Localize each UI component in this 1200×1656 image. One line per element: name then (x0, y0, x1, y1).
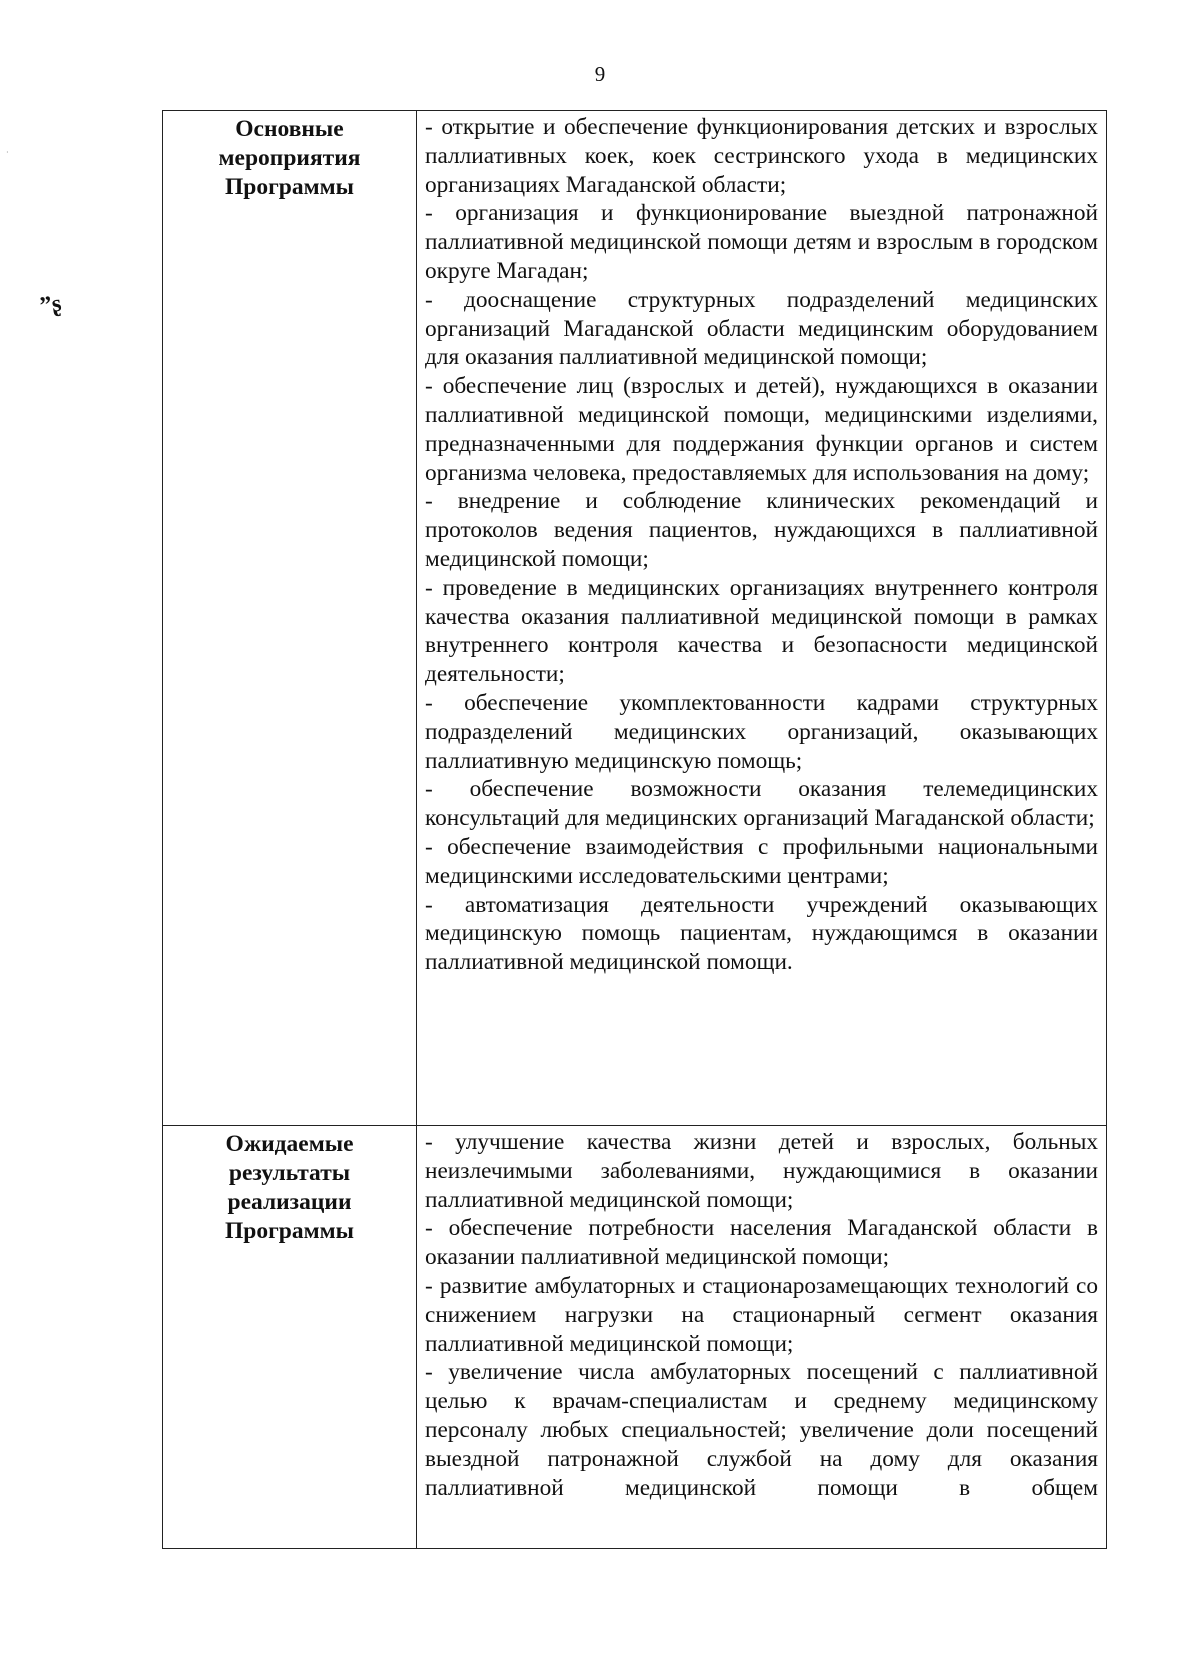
program-table (162, 110, 1107, 1549)
page-number: 9 (594, 62, 606, 86)
row-label-line: реализации (227, 1189, 352, 1215)
row-label-line: результаты (228, 1160, 351, 1186)
list-item: - обеспечение лиц (взрослых и детей), нуждающихся в оказании паллиативной медицинской помощи, медицинскими изделиями, предназначенными для поддержания функции органов и систем организма человека, предоставляемых для использования на дому; (425, 373, 1098, 486)
row-label (163, 1130, 416, 1246)
list-item: - обеспечение потребности населения Магаданской области в оказании паллиативной медицинской помощи; (425, 1215, 1098, 1271)
row-label-line: Программы (225, 174, 354, 200)
list-item: - организация и функционирование выездной патронажной паллиативной медицинской помощи детям и взрослым в городском округе Магадан; (425, 200, 1098, 284)
table-row-expected-results (163, 1126, 1107, 1549)
row-content-cell (417, 111, 1107, 1126)
list-item: - обеспечение укомплектованности кадрами структурных подразделений медицинских организаций, оказывающих паллиативную медицинскую помощь; (425, 689, 1098, 774)
list-item: - увеличение числа амбулаторных посещений с паллиативной целью к врачам-специалистам и среднему медицинскому персоналу любых специальностей; увеличение доли посещений выездной патронажной службой на дому для оказания паллиативной медицинской помощи в общем (425, 1359, 1098, 1501)
list-item: - дооснащение структурных подразделений медицинских организаций Магаданской области медицинским оборудованием для оказания паллиативной медицинской помощи; (425, 286, 1098, 371)
row-label-cell (163, 111, 417, 1126)
scan-speck: · (6, 148, 9, 157)
list-item: - открытие и обеспечение функционирования детских и взрослых паллиативных коек, коек сестринского ухода в медицинских организациях Магаданской области; (425, 114, 1098, 198)
row-label-cell (163, 1126, 417, 1549)
list-item: - внедрение и соблюдение клинических рекомендаций и протоколов ведения пациентов, нуждающихся в паллиативной медицинской помощи; (425, 488, 1098, 572)
list-item: - проведение в медицинских организациях внутреннего контроля качества оказания паллиативной медицинской помощи в рамках внутреннего контроля качества и безопасности медицинской деятельности; (425, 574, 1098, 688)
list-item: - обеспечение возможности оказания телемедицинских консультаций для медицинских организаций Магаданской области; (425, 776, 1098, 832)
row-label (163, 115, 416, 202)
list-item: - автоматизация деятельности учреждений оказывающих медицинскую помощь пациентам, нуждающимся в оказании паллиативной медицинской помощи. (425, 891, 1098, 976)
row-label-line: Ожидаемые (225, 1131, 354, 1157)
list-item: - развитие амбулаторных и стационарозамещающих технологий со снижением нагрузки на стационарный сегмент оказания паллиативной медицинской помощи; (425, 1272, 1098, 1357)
margin-handwritten-mark: ”ʂ (38, 290, 63, 320)
table-row-main-activities (163, 111, 1107, 1126)
list-item: - улучшение качества жизни детей и взрослых, больных неизлечимыми заболеваниями, нуждающимися в оказании паллиативной медицинской помощи; (425, 1129, 1098, 1213)
row-content-cell (417, 1126, 1107, 1549)
row-label-line: Основные (235, 116, 344, 142)
row-label-line: мероприятия (218, 145, 361, 171)
row-label-line: Программы (225, 1218, 354, 1244)
list-item: - обеспечение взаимодействия с профильными национальными медицинскими исследовательскими центрами; (425, 833, 1098, 889)
